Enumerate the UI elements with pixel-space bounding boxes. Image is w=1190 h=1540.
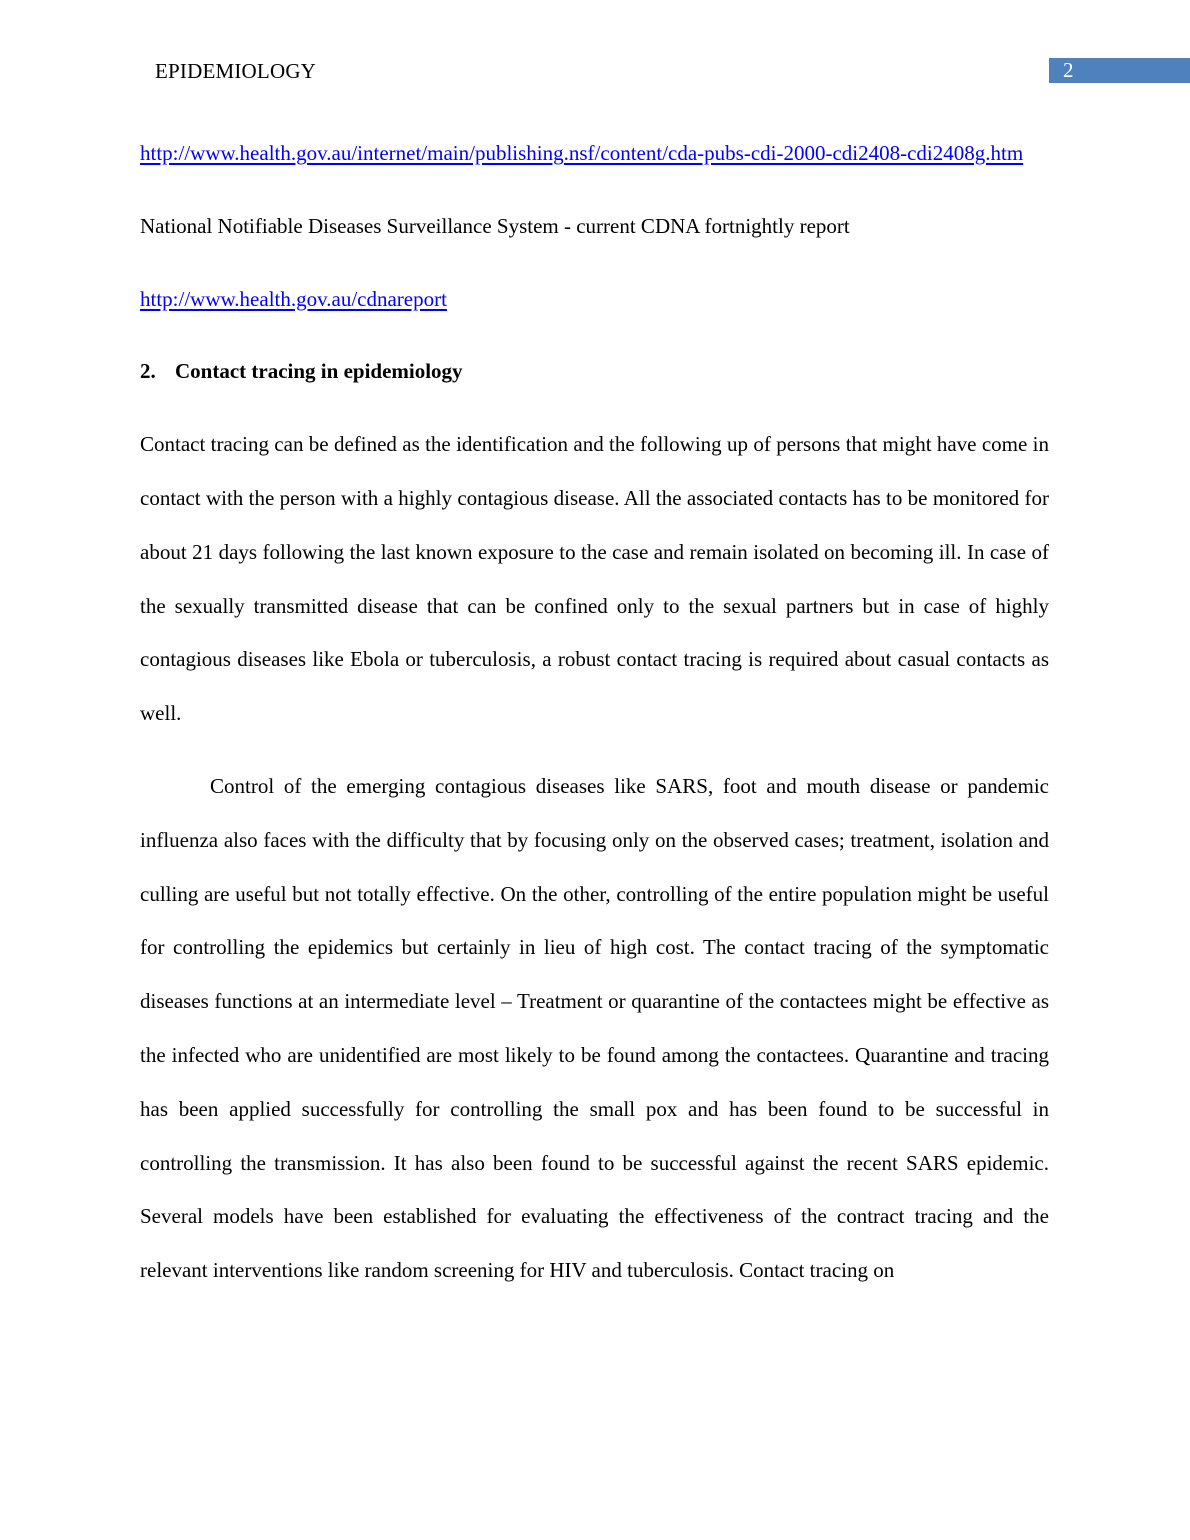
body-paragraph-2: Control of the emerging contagious diseases like SARS, foot and mouth disease or pandemic influenza also faces with the difficulty that by focusing only on the observed cases; treatment, isolation and culling are useful but not totally effective. On the other, controlling of the entire population might be useful for controlling the epidemics but certainly in lieu of high cost. The contact tracing of the symptomatic diseases functions at an intermediate level – Treatment or quarantine of the contactees might be effective as the infected who are unidentified are most likely to be found among the contactees. Quarantine and tracing has been applied successfully for controlling the small pox and has been found to be successful in controlling the transmission. It has also been found to be successful against the recent SARS epidemic. Several models have been established for evaluating the effectiveness of the contract tracing and the relevant interventions like random screening for HIV and tuberculosis. Contact tracing on	[140, 773, 1049, 1283]
reference-title: National Notifiable Diseases Surveillance System - current CDNA fortnightly report	[140, 213, 850, 238]
reference-link-paragraph-2	[140, 273, 1049, 327]
body-paragraph-1: Contact tracing can be defined as the identification and the following up of persons that might have come in contact with the person with a highly contagious disease. All the associated contacts has to be monitored for about 21 days following the last known exposure to the case and remain isolated on becoming ill. In case of the sexually transmitted disease that can be confined only to the sexual partners but in case of highly contagious diseases like Ebola or tuberculosis, a robust contact tracing is required about casual contacts as well.	[140, 432, 1049, 726]
reference-link-1[interactable]: http://www.health.gov.au/internet/main/publishing.nsf/content/cda-pubs-cdi-2000-cdi2408-cdi2408g.htm	[140, 141, 1024, 165]
reference-link-2[interactable]: http://www.health.gov.au/cdnareport	[140, 286, 447, 311]
section-heading	[140, 345, 1049, 399]
reference-link-paragraph	[140, 127, 1049, 181]
running-head: EPIDEMIOLOGY	[155, 59, 317, 83]
page-number: 2	[1049, 58, 1190, 83]
document-body	[140, 127, 1049, 1317]
section-number: 2.	[140, 359, 156, 384]
section-title: Contact tracing in epidemiology	[175, 359, 463, 384]
